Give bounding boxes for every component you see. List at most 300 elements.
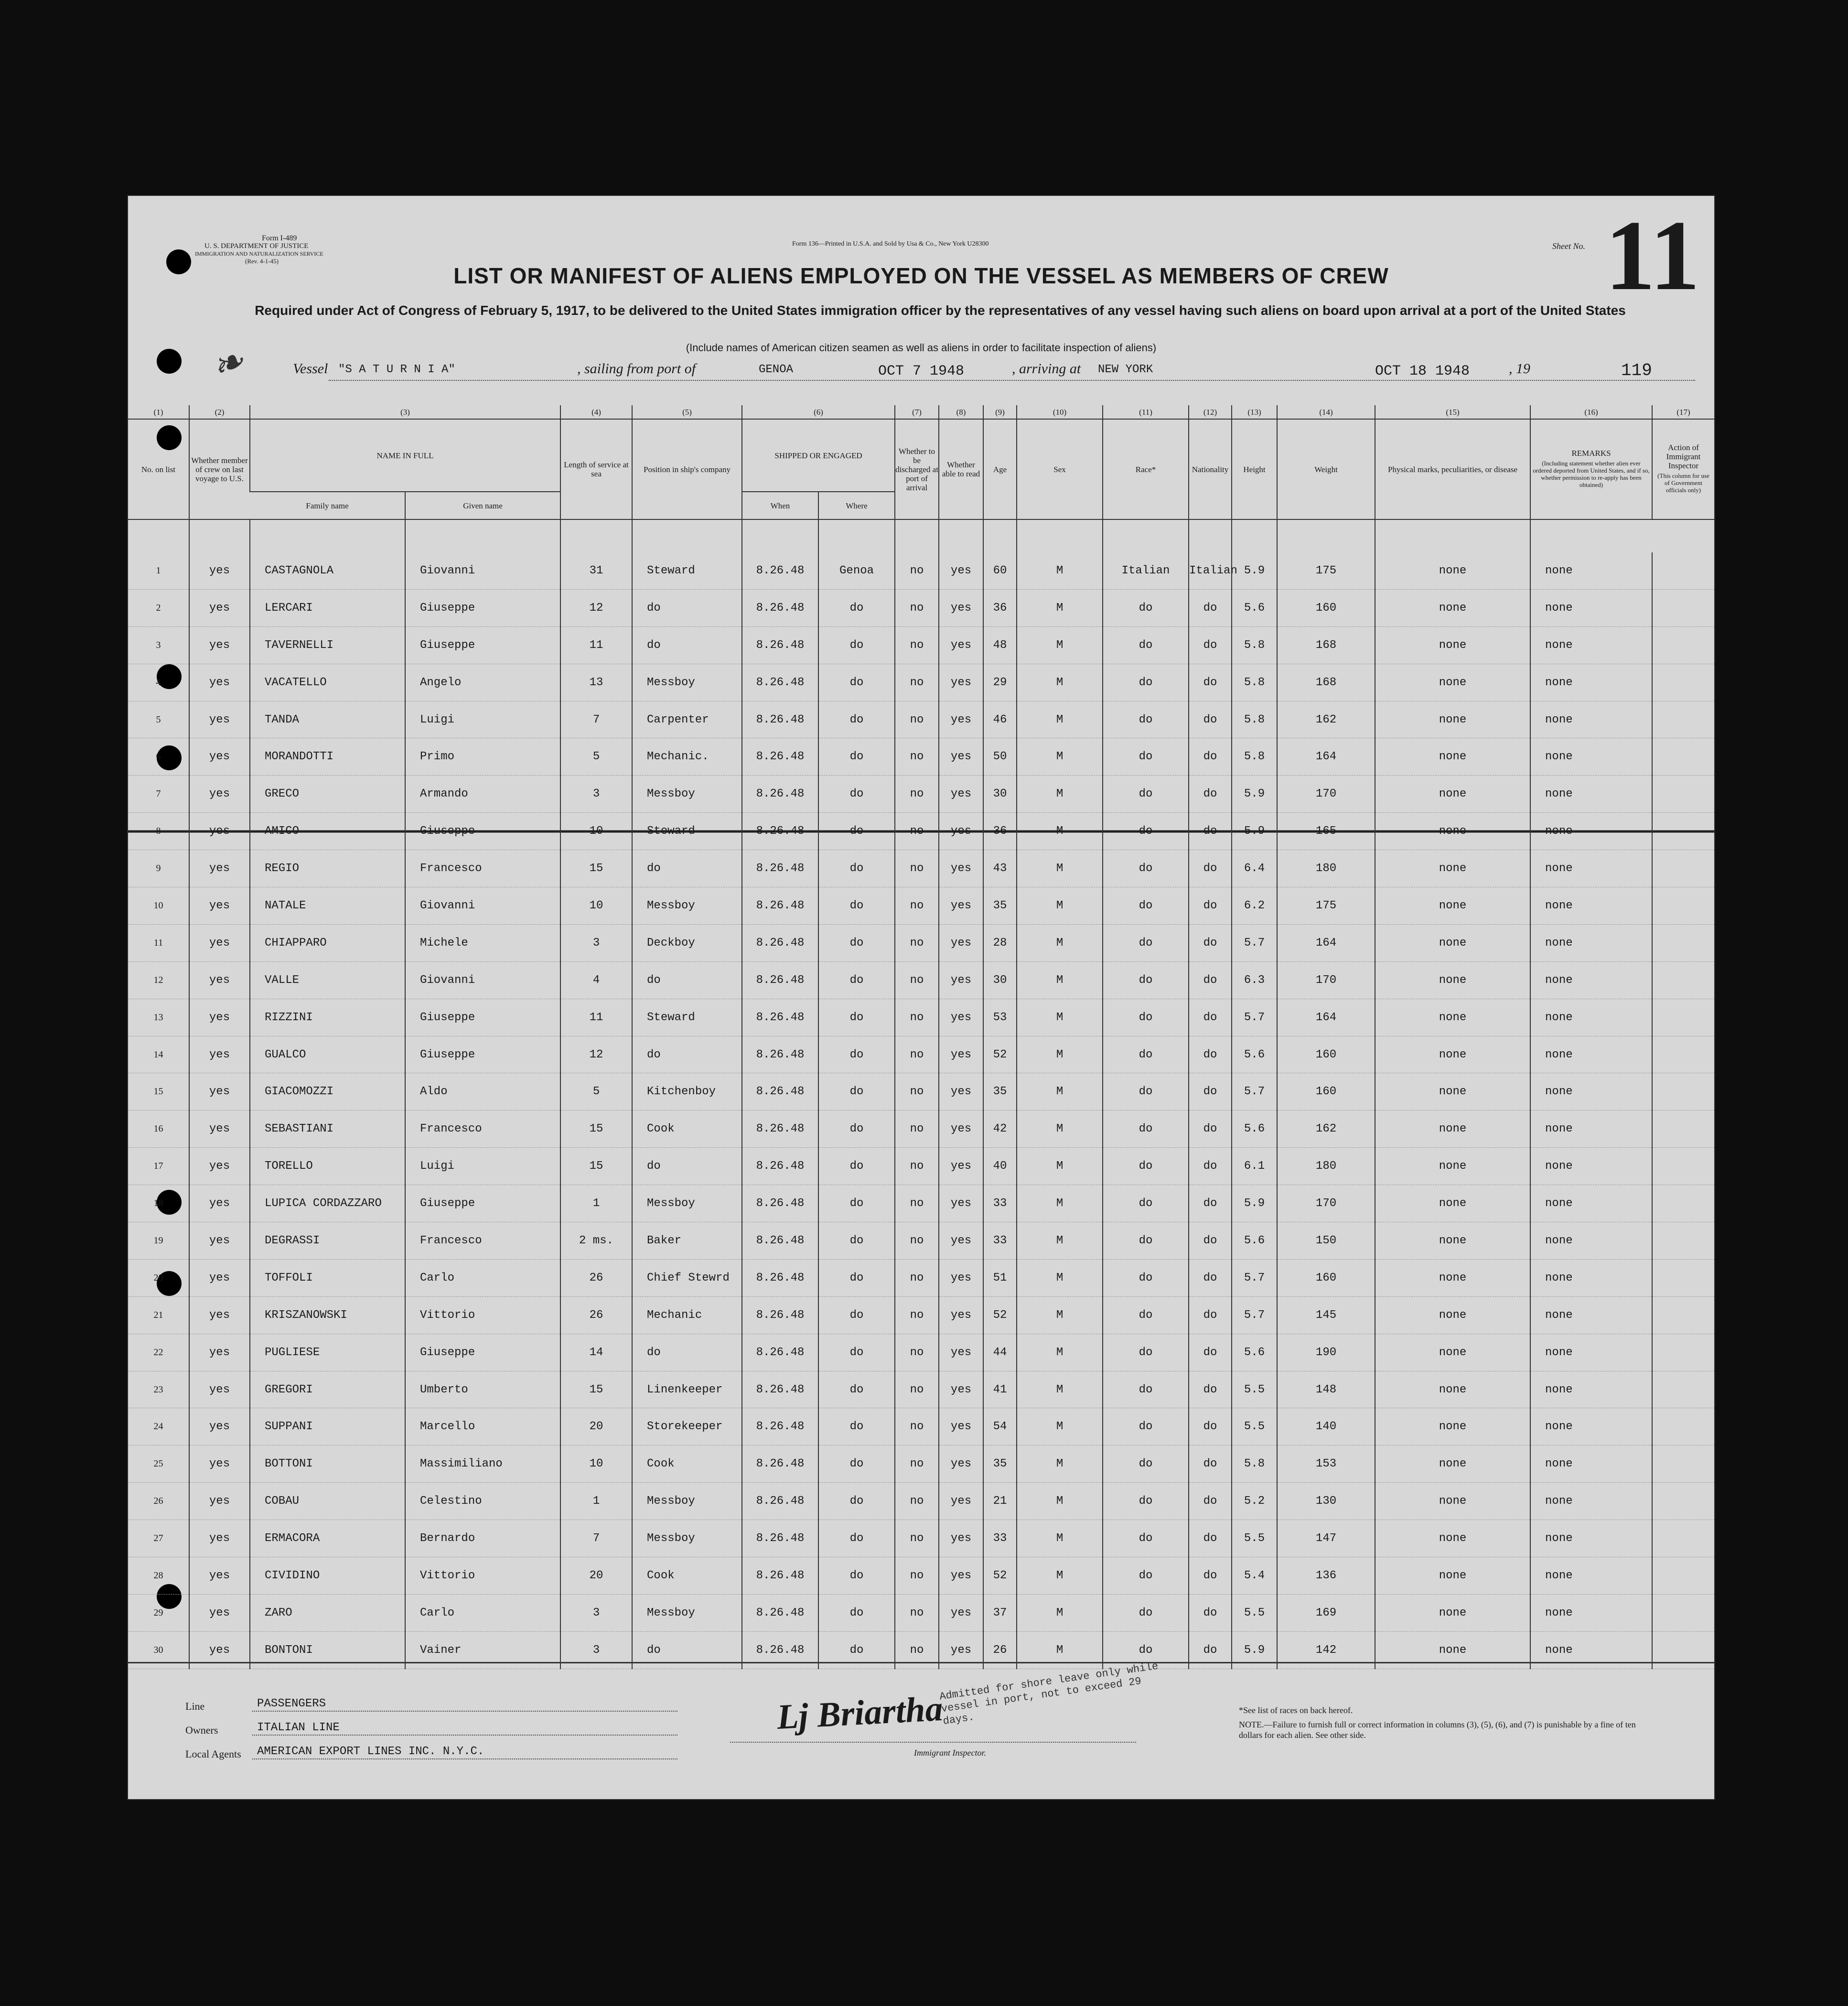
cell-physical-marks: none	[1375, 887, 1530, 925]
cell-row-number: 25	[128, 1445, 189, 1483]
cell-length-of-service: 4	[560, 961, 632, 999]
header-able-to-read: Whether able to read	[939, 419, 983, 519]
cell-inspector-action	[1652, 1185, 1714, 1222]
cell-inspector-action	[1652, 924, 1714, 961]
cell-given-name: Umberto	[405, 1371, 560, 1408]
table-row	[128, 1371, 1714, 1408]
cell-remarks: none	[1530, 1185, 1652, 1222]
cell-shipped-when: 8.26.48	[742, 887, 818, 925]
cell-shipped-where: do	[818, 961, 895, 999]
fine-note: NOTE.—Failure to furnish full or correct information in columns (3), (5), (6), and (7) is punishable by a fine of ten dollars for each alien. See other side.	[1239, 1720, 1636, 1740]
cell-row-number: 26	[128, 1483, 189, 1520]
cell-shipped-when: 8.26.48	[742, 589, 818, 626]
cell-able-to-read: yes	[939, 1408, 983, 1445]
header-race: Race*	[1103, 419, 1189, 519]
table-row	[128, 887, 1714, 925]
cell-age: 26	[983, 1631, 1017, 1669]
cell-height: 5.7	[1232, 1296, 1277, 1334]
cell-discharged: no	[895, 1148, 939, 1185]
table-row	[128, 924, 1714, 961]
cell-position: Cook	[632, 1111, 742, 1148]
cell-height: 5.8	[1232, 664, 1277, 701]
cell-shipped-when: 8.26.48	[742, 1520, 818, 1557]
cell-height: 5.7	[1232, 1259, 1277, 1296]
cell-crew-last-voyage: yes	[189, 1148, 250, 1185]
cell-sex: M	[1017, 1259, 1103, 1296]
cell-inspector-action	[1652, 1296, 1714, 1334]
cell-age: 35	[983, 1073, 1017, 1111]
sailing-date: OCT 7 1948	[878, 363, 965, 379]
cell-remarks: none	[1530, 1296, 1652, 1334]
cell-crew-last-voyage: yes	[189, 1557, 250, 1595]
table-row	[128, 701, 1714, 738]
cell-inspector-action	[1652, 1594, 1714, 1631]
cell-family-name: TANDA	[250, 701, 405, 738]
cell-able-to-read: yes	[939, 1334, 983, 1371]
cell-crew-last-voyage: yes	[189, 887, 250, 925]
cell-shipped-when: 8.26.48	[742, 1036, 818, 1073]
cell-sex: M	[1017, 589, 1103, 626]
cell-nationality: do	[1189, 924, 1232, 961]
cell-physical-marks: none	[1375, 701, 1530, 738]
cell-physical-marks: none	[1375, 1222, 1530, 1260]
cell-sex: M	[1017, 626, 1103, 664]
cell-inspector-action	[1652, 626, 1714, 664]
cell-discharged: no	[895, 626, 939, 664]
cell-inspector-action	[1652, 552, 1714, 589]
cell-race: do	[1103, 1371, 1189, 1408]
cell-family-name: KRISZANOWSKI	[250, 1296, 405, 1334]
sailing-port: GENOA	[759, 363, 794, 376]
cell-inspector-action	[1652, 1408, 1714, 1445]
header-nationality: Nationality	[1189, 419, 1232, 519]
cell-nationality: do	[1189, 1371, 1232, 1408]
action-subtitle: (This column for use of Government officials only)	[1657, 472, 1709, 494]
cell-able-to-read: yes	[939, 1222, 983, 1260]
cell-race: do	[1103, 1594, 1189, 1631]
cell-race: do	[1103, 1520, 1189, 1557]
cell-nationality: do	[1189, 1036, 1232, 1073]
cell-nationality: do	[1189, 961, 1232, 999]
sailing-label: , sailing from port of	[577, 361, 696, 377]
cell-crew-last-voyage: yes	[189, 1222, 250, 1260]
cell-nationality: do	[1189, 738, 1232, 776]
cell-row-number: 19	[128, 1222, 189, 1260]
cell-sex: M	[1017, 1483, 1103, 1520]
cell-given-name: Vittorio	[405, 1296, 560, 1334]
cell-race: do	[1103, 924, 1189, 961]
cell-crew-last-voyage: yes	[189, 626, 250, 664]
cell-able-to-read: yes	[939, 701, 983, 738]
cell-position: Linenkeeper	[632, 1371, 742, 1408]
cell-family-name: DEGRASSI	[250, 1222, 405, 1260]
cell-position: Cook	[632, 1557, 742, 1595]
cell-length-of-service: 7	[560, 701, 632, 738]
cell-length-of-service: 5	[560, 738, 632, 776]
cell-family-name: BONTONI	[250, 1631, 405, 1669]
cell-shipped-where: do	[818, 738, 895, 776]
cell-race: do	[1103, 626, 1189, 664]
cell-height: 6.2	[1232, 887, 1277, 925]
cell-age: 33	[983, 1520, 1017, 1557]
cell-discharged: no	[895, 1259, 939, 1296]
cell-given-name: Giovanni	[405, 887, 560, 925]
cell-race: do	[1103, 1408, 1189, 1445]
cell-height: 5.5	[1232, 1594, 1277, 1631]
table-row	[128, 1073, 1714, 1111]
cell-discharged: no	[895, 1222, 939, 1260]
cell-given-name: Primo	[405, 738, 560, 776]
cell-family-name: LERCARI	[250, 589, 405, 626]
cell-remarks: none	[1530, 1594, 1652, 1631]
cell-shipped-where: do	[818, 1222, 895, 1260]
department: U. S. DEPARTMENT OF JUSTICE	[204, 242, 309, 250]
cell-race: do	[1103, 1334, 1189, 1371]
cell-family-name: REGIO	[250, 850, 405, 887]
cell-shipped-where: do	[818, 1557, 895, 1595]
vessel-label: Vessel	[293, 361, 328, 377]
cell-weight: 168	[1277, 664, 1375, 701]
cell-nationality: do	[1189, 1259, 1232, 1296]
cell-inspector-action	[1652, 850, 1714, 887]
cell-shipped-where: do	[818, 589, 895, 626]
cell-inspector-action	[1652, 1520, 1714, 1557]
cell-shipped-where: do	[818, 887, 895, 925]
cell-discharged: no	[895, 1557, 939, 1595]
cell-sex: M	[1017, 1334, 1103, 1371]
cell-physical-marks: none	[1375, 1259, 1530, 1296]
cell-family-name: NATALE	[250, 887, 405, 925]
cell-position: do	[632, 1631, 742, 1669]
header-where: Where	[818, 492, 895, 519]
cell-age: 35	[983, 1445, 1017, 1483]
table-row	[128, 1594, 1714, 1631]
cell-family-name: GRECO	[250, 776, 405, 813]
cell-age: 53	[983, 999, 1017, 1036]
header-height: Height	[1232, 419, 1277, 519]
cell-age: 41	[983, 1371, 1017, 1408]
cell-race: do	[1103, 850, 1189, 887]
cell-nationality: do	[1189, 1483, 1232, 1520]
cell-length-of-service: 3	[560, 924, 632, 961]
cell-inspector-action	[1652, 1445, 1714, 1483]
form-number: Form I-489	[262, 234, 297, 242]
cell-discharged: no	[895, 924, 939, 961]
cell-remarks: none	[1530, 1073, 1652, 1111]
cell-length-of-service: 20	[560, 1557, 632, 1595]
cell-weight: 168	[1277, 626, 1375, 664]
cell-shipped-when: 8.26.48	[742, 850, 818, 887]
cell-able-to-read: yes	[939, 813, 983, 850]
cell-length-of-service: 11	[560, 999, 632, 1036]
cell-family-name: LUPICA CORDAZZARO	[250, 1185, 405, 1222]
cell-height: 5.6	[1232, 1222, 1277, 1260]
cell-row-number: 20	[128, 1259, 189, 1296]
cell-race: do	[1103, 1148, 1189, 1185]
cell-nationality: do	[1189, 626, 1232, 664]
cell-row-number: 13	[128, 999, 189, 1036]
cell-weight: 153	[1277, 1445, 1375, 1483]
cell-crew-last-voyage: yes	[189, 1036, 250, 1073]
cell-nationality: do	[1189, 1520, 1232, 1557]
cell-physical-marks: none	[1375, 1483, 1530, 1520]
cell-row-number: 16	[128, 1111, 189, 1148]
table-bottom-rule	[128, 1662, 1714, 1663]
cell-height: 5.4	[1232, 1557, 1277, 1595]
cell-age: 52	[983, 1036, 1017, 1073]
cell-length-of-service: 2 ms.	[560, 1222, 632, 1260]
col-num: (2)	[189, 405, 250, 419]
cell-given-name: Giuseppe	[405, 589, 560, 626]
cell-row-number: 17	[128, 1148, 189, 1185]
cell-sex: M	[1017, 1296, 1103, 1334]
cell-inspector-action	[1652, 664, 1714, 701]
cell-able-to-read: yes	[939, 1557, 983, 1595]
cell-sex: M	[1017, 1073, 1103, 1111]
cell-crew-last-voyage: yes	[189, 924, 250, 961]
cell-crew-last-voyage: yes	[189, 1185, 250, 1222]
cell-shipped-where: do	[818, 1259, 895, 1296]
cell-race: do	[1103, 1259, 1189, 1296]
cell-length-of-service: 3	[560, 776, 632, 813]
cell-position: Storekeeper	[632, 1408, 742, 1445]
owners-label: Owners	[185, 1724, 218, 1736]
cell-inspector-action	[1652, 1557, 1714, 1595]
arriving-label: , arriving at	[1012, 361, 1081, 377]
cell-shipped-where: Genoa	[818, 552, 895, 589]
cell-remarks: none	[1530, 589, 1652, 626]
cell-shipped-where: do	[818, 1036, 895, 1073]
cell-row-number: 18	[128, 1185, 189, 1222]
cell-shipped-where: do	[818, 1185, 895, 1222]
cell-length-of-service: 7	[560, 1520, 632, 1557]
cell-race: do	[1103, 961, 1189, 999]
cell-able-to-read: yes	[939, 1594, 983, 1631]
cell-shipped-where: do	[818, 813, 895, 850]
cell-nationality: do	[1189, 701, 1232, 738]
table-row	[128, 1111, 1714, 1148]
cell-remarks: none	[1530, 1445, 1652, 1483]
cell-position: do	[632, 1036, 742, 1073]
cell-race: do	[1103, 738, 1189, 776]
cell-family-name: GIACOMOZZI	[250, 1073, 405, 1111]
cell-given-name: Celestino	[405, 1483, 560, 1520]
header-no-on-list: No. on list	[128, 419, 189, 519]
cell-position: do	[632, 850, 742, 887]
cell-physical-marks: none	[1375, 1445, 1530, 1483]
cell-family-name: CHIAPPARO	[250, 924, 405, 961]
cell-position: Steward	[632, 999, 742, 1036]
cell-age: 48	[983, 626, 1017, 664]
arrival-port: NEW YORK	[1098, 363, 1153, 376]
cell-shipped-where: do	[818, 1483, 895, 1520]
cell-height: 5.6	[1232, 1036, 1277, 1073]
cell-nationality: do	[1189, 1408, 1232, 1445]
header-age: Age	[983, 419, 1017, 519]
cell-shipped-where: do	[818, 626, 895, 664]
cell-sex: M	[1017, 924, 1103, 961]
cell-race: do	[1103, 1483, 1189, 1520]
header-crew-last-voyage: Whether member of crew on last voyage to U.S.	[189, 419, 250, 519]
cell-age: 33	[983, 1185, 1017, 1222]
cell-physical-marks: none	[1375, 1594, 1530, 1631]
cell-age: 33	[983, 1222, 1017, 1260]
cell-sex: M	[1017, 1148, 1103, 1185]
cell-sex: M	[1017, 1557, 1103, 1595]
cell-inspector-action	[1652, 589, 1714, 626]
cell-shipped-where: do	[818, 701, 895, 738]
cell-sex: M	[1017, 701, 1103, 738]
col-num: (14)	[1277, 405, 1375, 419]
table-row	[128, 1445, 1714, 1483]
cell-family-name: CIVIDINO	[250, 1557, 405, 1595]
cell-physical-marks: none	[1375, 1073, 1530, 1111]
cell-height: 5.9	[1232, 1185, 1277, 1222]
cell-crew-last-voyage: yes	[189, 1520, 250, 1557]
service: IMMIGRATION AND NATURALIZATION SERVICE	[195, 250, 323, 257]
cell-length-of-service: 26	[560, 1259, 632, 1296]
cell-shipped-when: 8.26.48	[742, 738, 818, 776]
table-row	[128, 738, 1714, 776]
cell-weight: 162	[1277, 1111, 1375, 1148]
col-num: (12)	[1189, 405, 1232, 419]
cell-given-name: Giuseppe	[405, 1036, 560, 1073]
cell-age: 46	[983, 701, 1017, 738]
table-row	[128, 1036, 1714, 1073]
cell-shipped-when: 8.26.48	[742, 1334, 818, 1371]
cell-height: 6.1	[1232, 1148, 1277, 1185]
cell-race: do	[1103, 664, 1189, 701]
cell-remarks: none	[1530, 1259, 1652, 1296]
cell-height: 5.5	[1232, 1371, 1277, 1408]
cell-given-name: Giovanni	[405, 961, 560, 999]
cell-inspector-action	[1652, 1334, 1714, 1371]
cell-age: 50	[983, 738, 1017, 776]
cell-crew-last-voyage: yes	[189, 850, 250, 887]
cell-nationality: do	[1189, 1296, 1232, 1334]
inspector-label: Immigrant Inspector.	[914, 1748, 986, 1758]
cell-row-number: 7	[128, 776, 189, 813]
cell-length-of-service: 1	[560, 1483, 632, 1520]
cell-length-of-service: 13	[560, 664, 632, 701]
table-row	[128, 1185, 1714, 1222]
cell-discharged: no	[895, 887, 939, 925]
cell-inspector-action	[1652, 1073, 1714, 1111]
vessel-dotted-line	[329, 380, 1695, 381]
cell-nationality: do	[1189, 776, 1232, 813]
cell-crew-last-voyage: yes	[189, 813, 250, 850]
cell-sex: M	[1017, 664, 1103, 701]
cell-weight: 164	[1277, 999, 1375, 1036]
cell-shipped-when: 8.26.48	[742, 776, 818, 813]
cell-height: 5.5	[1232, 1408, 1277, 1445]
cell-physical-marks: none	[1375, 924, 1530, 961]
col-num: (7)	[895, 405, 939, 419]
manifest-sheet	[128, 196, 1714, 1799]
cell-remarks: none	[1530, 738, 1652, 776]
cell-able-to-read: yes	[939, 1036, 983, 1073]
cell-race: do	[1103, 1036, 1189, 1073]
cell-given-name: Luigi	[405, 701, 560, 738]
cell-length-of-service: 15	[560, 1111, 632, 1148]
cell-given-name: Massimiliano	[405, 1445, 560, 1483]
table-row	[128, 999, 1714, 1036]
cell-age: 52	[983, 1557, 1017, 1595]
table-row	[128, 1483, 1714, 1520]
cell-nationality: do	[1189, 850, 1232, 887]
cell-weight: 169	[1277, 1594, 1375, 1631]
cell-physical-marks: none	[1375, 552, 1530, 589]
crew-rows	[128, 552, 1714, 1669]
cell-given-name: Luigi	[405, 1148, 560, 1185]
cell-crew-last-voyage: yes	[189, 776, 250, 813]
cell-able-to-read: yes	[939, 1296, 983, 1334]
cell-position: Messboy	[632, 1520, 742, 1557]
cell-race: do	[1103, 1111, 1189, 1148]
cell-physical-marks: none	[1375, 1631, 1530, 1669]
cell-height: 5.7	[1232, 1073, 1277, 1111]
cell-physical-marks: none	[1375, 1334, 1530, 1371]
cell-crew-last-voyage: yes	[189, 1111, 250, 1148]
cell-nationality: do	[1189, 887, 1232, 925]
cell-able-to-read: yes	[939, 887, 983, 925]
cell-age: 54	[983, 1408, 1017, 1445]
inspector-signature: Lj Briartha	[776, 1689, 944, 1737]
cell-discharged: no	[895, 738, 939, 776]
cell-length-of-service: 10	[560, 1445, 632, 1483]
cell-age: 30	[983, 776, 1017, 813]
table-row	[128, 961, 1714, 999]
cell-race: do	[1103, 1631, 1189, 1669]
cell-sex: M	[1017, 1445, 1103, 1483]
cell-shipped-when: 8.26.48	[742, 1296, 818, 1334]
cell-sex: M	[1017, 1408, 1103, 1445]
cell-height: 5.6	[1232, 1111, 1277, 1148]
cell-given-name: Giuseppe	[405, 999, 560, 1036]
cell-position: Kitchenboy	[632, 1073, 742, 1111]
cell-given-name: Angelo	[405, 664, 560, 701]
cell-age: 37	[983, 1594, 1017, 1631]
cell-race: do	[1103, 813, 1189, 850]
cell-sex: M	[1017, 1036, 1103, 1073]
cell-weight: 190	[1277, 1334, 1375, 1371]
cell-row-number: 21	[128, 1296, 189, 1334]
manifest-subtitle: Required under Act of Congress of February 5, 1917, to be delivered to the United States immigration officer by the representatives of any vessel having such aliens on board upon arrival at a port of the United States	[255, 303, 1626, 318]
cell-discharged: no	[895, 1073, 939, 1111]
cell-family-name: BOTTONI	[250, 1445, 405, 1483]
cell-age: 21	[983, 1483, 1017, 1520]
cell-remarks: none	[1530, 1520, 1652, 1557]
table-row	[128, 664, 1714, 701]
cell-physical-marks: none	[1375, 776, 1530, 813]
cell-sex: M	[1017, 552, 1103, 589]
cell-family-name: TOFFOLI	[250, 1259, 405, 1296]
cell-nationality: do	[1189, 813, 1232, 850]
header-shipped-or-engaged: SHIPPED OR ENGAGED	[742, 419, 895, 492]
cell-length-of-service: 12	[560, 1036, 632, 1073]
cell-shipped-when: 8.26.48	[742, 924, 818, 961]
cell-given-name: Carlo	[405, 1259, 560, 1296]
manifest-instruction: (Include names of American citizen seamen as well as aliens in order to facilitate inspection of aliens)	[686, 342, 1157, 354]
cell-weight: 147	[1277, 1520, 1375, 1557]
cell-discharged: no	[895, 552, 939, 589]
cell-physical-marks: none	[1375, 1185, 1530, 1222]
cell-given-name: Bernardo	[405, 1520, 560, 1557]
cell-inspector-action	[1652, 701, 1714, 738]
cell-shipped-where: do	[818, 664, 895, 701]
cell-row-number: 27	[128, 1520, 189, 1557]
header-when: When	[742, 492, 818, 519]
